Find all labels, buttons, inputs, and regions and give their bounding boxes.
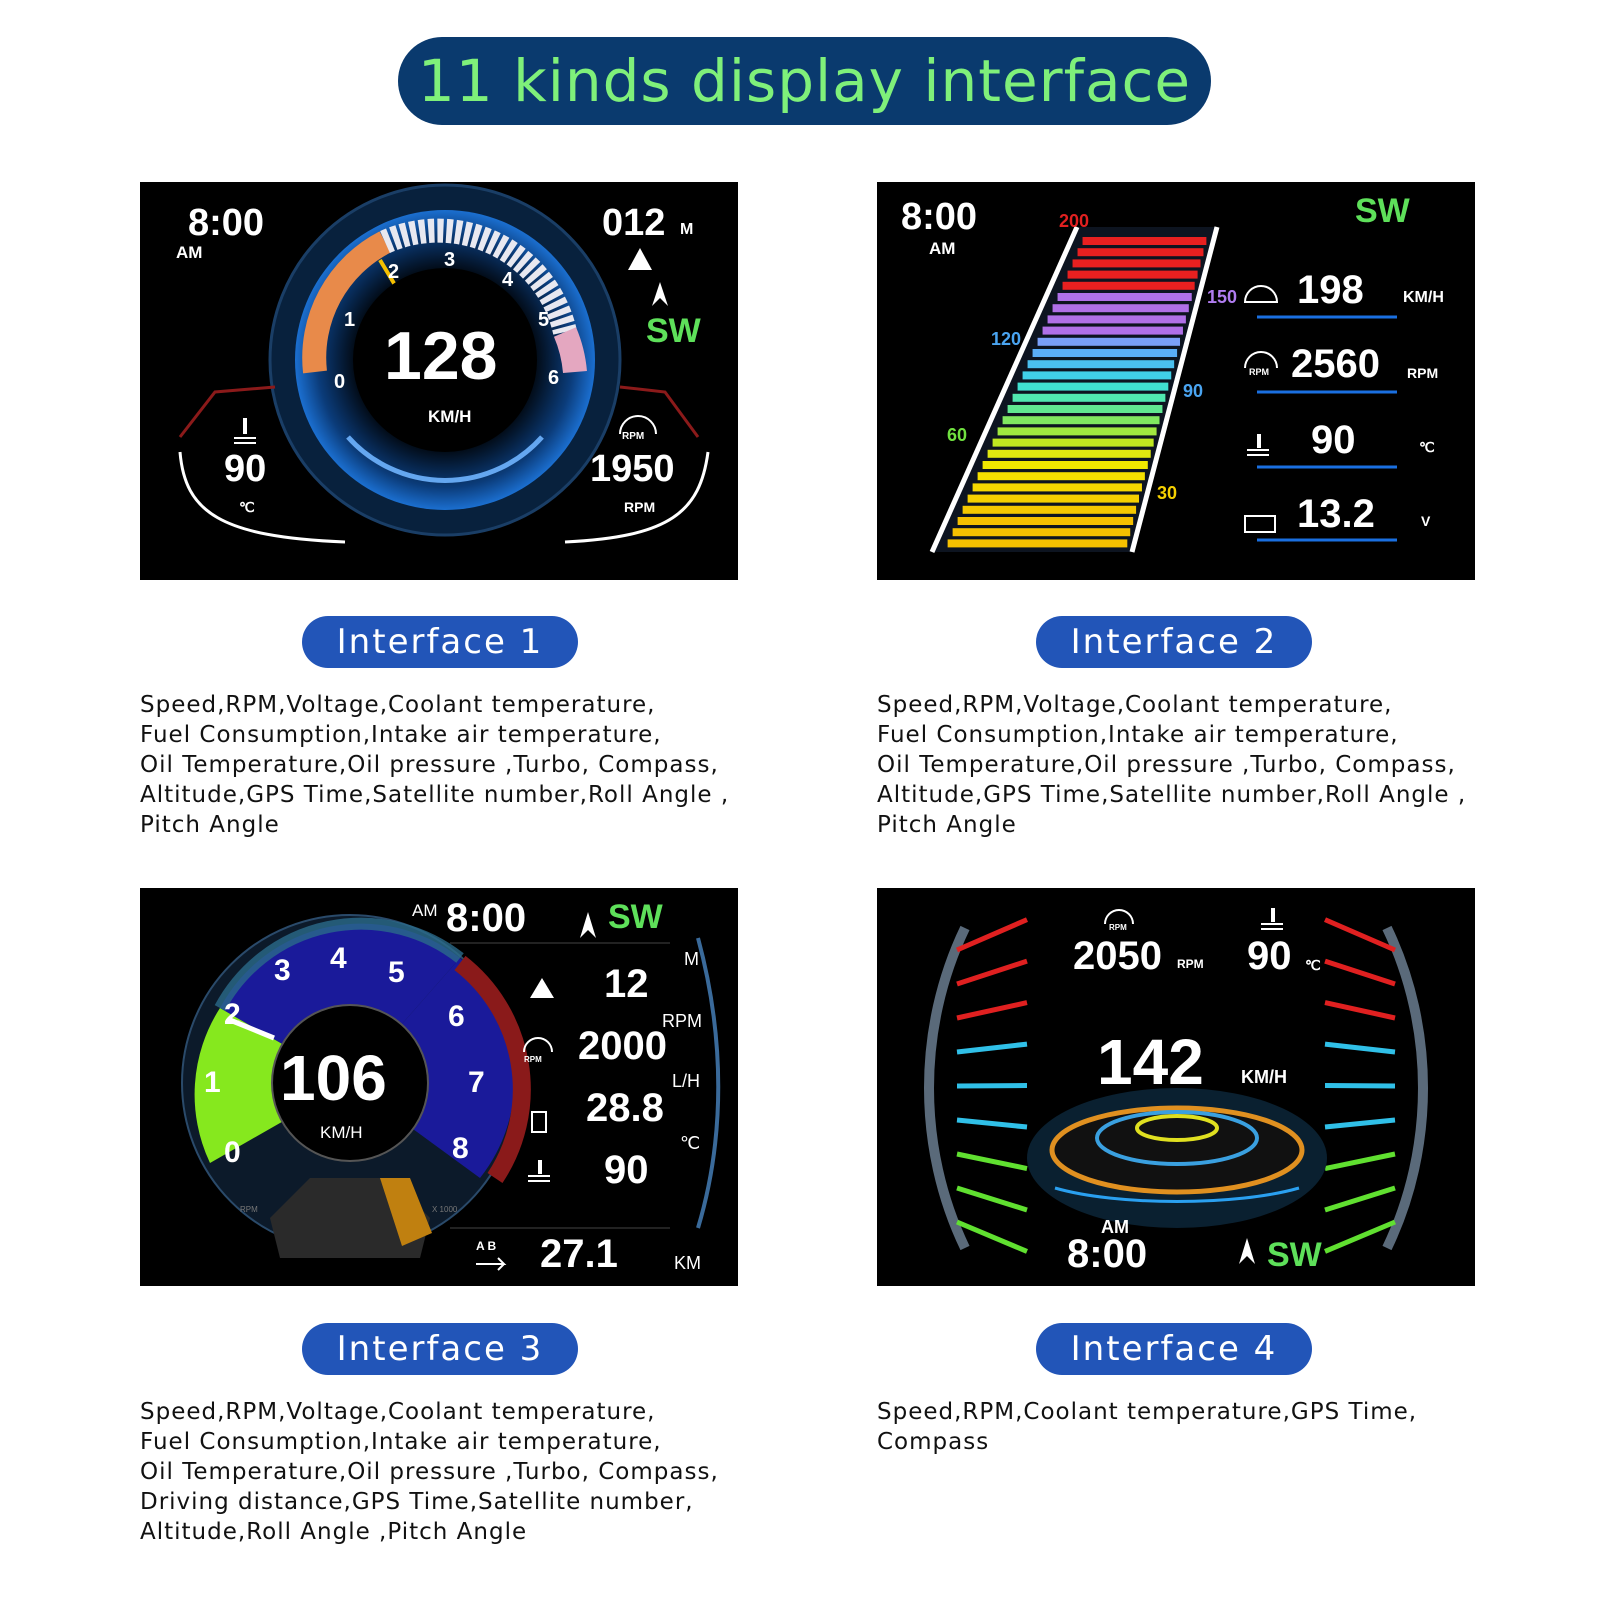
description-line: Altitude,Roll Angle ,Pitch Angle — [140, 1519, 528, 1545]
speed-ladder-bar — [1083, 237, 1207, 245]
interface-3-label — [302, 1323, 578, 1375]
dial-tick: 8 — [452, 1132, 469, 1165]
gauge-caption-left: RPM — [240, 1205, 258, 1214]
dial-tick: 6 — [448, 1000, 465, 1033]
clock-ampm: AM — [1101, 1217, 1129, 1237]
tachometer-icon — [524, 1038, 552, 1052]
dial-tick: 2 — [388, 261, 400, 283]
speed-ladder-bar — [1048, 315, 1186, 323]
speed-ladder-bar — [1068, 271, 1198, 279]
speed-unit: KM/H — [320, 1123, 363, 1142]
gauge-ray — [1325, 1044, 1395, 1052]
altitude-unit: M — [684, 949, 699, 969]
description-line: Oil Temperature,Oil pressure ,Turbo, Compass, — [140, 752, 719, 778]
interface-1-screen — [140, 182, 738, 580]
compass-arrow-icon — [652, 282, 668, 306]
description-line: Oil Temperature,Oil pressure ,Turbo, Compass, — [877, 752, 1456, 778]
clock-time: 8:00 — [901, 196, 978, 238]
gauge-ray — [1325, 961, 1395, 984]
dial-tick: 3 — [444, 249, 456, 271]
description-line: Altitude,GPS Time,Satellite number,Roll Angle , — [140, 782, 730, 808]
gauge-ray — [957, 1222, 1027, 1251]
dial-tick: 6 — [548, 367, 560, 389]
description-line: Altitude,GPS Time,Satellite number,Roll Angle , — [877, 782, 1467, 808]
interface-3-label-text: Interface 3 — [336, 1329, 544, 1369]
scale-label: 90 — [1183, 381, 1204, 401]
rpm-icon-label: RPM — [622, 431, 645, 442]
interface-4-description — [877, 1397, 1517, 1457]
gauge-ray — [957, 1120, 1027, 1127]
speed-ladder-bar — [1023, 371, 1172, 379]
altitude-unit: M — [680, 221, 694, 238]
speed-unit: KM/H — [428, 407, 472, 426]
dial-tick: 2 — [224, 998, 241, 1031]
speed-ladder-bar — [963, 506, 1136, 514]
dial-tick: 7 — [468, 1066, 485, 1099]
tachometer-icon — [1105, 910, 1133, 924]
rpm-value: 2050 — [1073, 934, 1162, 978]
rpm-unit: RPM — [1177, 957, 1204, 971]
interface-3-screen — [140, 888, 738, 1286]
coolant-value: 90 — [224, 448, 267, 490]
clock-ampm: AM — [176, 243, 203, 262]
interface-2-label-text: Interface 2 — [1070, 622, 1278, 662]
speedometer-icon — [1245, 286, 1277, 302]
description-line: Fuel Consumption,Intake air temperature, — [140, 722, 662, 748]
description-line: Speed,RPM,Voltage,Coolant temperature, — [140, 1399, 656, 1425]
description-line: Compass — [877, 1429, 990, 1455]
speed-unit: KM/H — [1403, 289, 1444, 306]
speed-value: 142 — [1097, 1026, 1204, 1098]
compass-heading: SW — [1267, 1236, 1322, 1274]
gauge-ray — [957, 1003, 1027, 1018]
compass-arrow-icon — [1239, 1238, 1255, 1264]
speed-ladder-bar — [973, 483, 1142, 491]
clock-ampm: AM — [412, 901, 438, 920]
dial-tick: 4 — [330, 942, 347, 975]
description-line: Speed,RPM,Voltage,Coolant temperature, — [140, 692, 656, 718]
gauge-ray — [957, 1188, 1027, 1210]
coolant-unit: ℃ — [1419, 439, 1435, 455]
gauge-ray — [957, 920, 1027, 950]
thermometer-icon — [234, 418, 256, 443]
rpm-unit: RPM — [624, 499, 656, 515]
description-line: Speed,RPM,Coolant temperature,GPS Time, — [877, 1399, 1418, 1425]
speed-ladder-bar — [968, 495, 1139, 503]
speed-value: 106 — [280, 1042, 387, 1114]
thermometer-icon — [1247, 434, 1269, 455]
scale-label: 120 — [991, 329, 1022, 349]
speed-ladder-bar — [1043, 327, 1183, 335]
gauge-ray — [957, 1044, 1027, 1052]
dial-tick: 5 — [538, 309, 550, 331]
interface-1-label-text: Interface 1 — [336, 622, 544, 662]
speed-ladder-bar — [1028, 360, 1175, 368]
coolant-unit: ℃ — [239, 499, 255, 515]
interface-2-graphics — [877, 182, 1475, 580]
speed-ladder-bar — [1038, 338, 1180, 346]
interface-2-label — [1036, 616, 1312, 668]
fuel-value: 28.8 — [586, 1086, 664, 1130]
speed-ladder-bar — [1078, 248, 1204, 256]
speed-ladder-bar — [1033, 349, 1178, 357]
distance-value: 27.1 — [540, 1232, 618, 1276]
gauge-ray — [1325, 1188, 1395, 1210]
page-title: 11 kinds display interface — [417, 47, 1192, 115]
altitude-value: 12 — [604, 962, 649, 1006]
interface-4-label — [1036, 1323, 1312, 1375]
clock-time: 8:00 — [1067, 1232, 1148, 1276]
mountain-icon — [530, 978, 554, 998]
thermometer-icon — [1261, 908, 1283, 929]
scale-label: 30 — [1157, 483, 1178, 503]
page-title-banner — [398, 37, 1211, 125]
rpm-unit: RPM — [662, 1011, 702, 1031]
gauge-ray — [957, 1154, 1027, 1169]
compass-heading: SW — [1355, 192, 1410, 230]
rpm-value: 2560 — [1291, 342, 1380, 386]
speed-ladder-bar — [948, 539, 1128, 547]
speed-ladder-bar — [978, 472, 1145, 480]
gauge-caption-right: X 1000 — [432, 1205, 458, 1214]
coolant-unit: ℃ — [680, 1133, 701, 1153]
description-line: Pitch Angle — [877, 812, 1017, 838]
tachometer-icon — [1245, 352, 1277, 368]
rpm-unit: RPM — [1407, 365, 1439, 381]
speed-ladder-bar — [953, 528, 1131, 536]
speed-value: 198 — [1297, 268, 1364, 312]
rpm-icon-label: RPM — [1249, 367, 1269, 377]
description-line: Oil Temperature,Oil pressure ,Turbo, Compass, — [140, 1459, 719, 1485]
compass-arrow-icon — [580, 912, 596, 938]
speed-unit: KM/H — [1241, 1067, 1287, 1087]
gauge-ray — [1325, 1222, 1395, 1251]
compass-heading: SW — [608, 898, 663, 936]
speed-ladder-bar — [1073, 259, 1201, 267]
coolant-value: 90 — [604, 1148, 649, 1192]
speed-ladder-bar — [1008, 405, 1163, 413]
interface-1-label — [302, 616, 578, 668]
interface-4-screen — [877, 888, 1475, 1286]
coolant-value: 90 — [1311, 418, 1356, 462]
mountain-icon — [628, 248, 652, 270]
interface-3-description — [140, 1397, 780, 1547]
clock-time: 8:00 — [188, 202, 265, 244]
fuel-pump-icon — [532, 1112, 546, 1132]
trip-label: A B — [476, 1239, 497, 1253]
clock-time: 8:00 — [446, 896, 527, 940]
scale-label: 200 — [1059, 211, 1090, 231]
dial-tick: 0 — [224, 1136, 241, 1169]
voltage-unit: V — [1421, 513, 1431, 529]
gauge-ray — [1325, 1003, 1395, 1018]
rpm-value: 2000 — [578, 1024, 667, 1068]
dial-tick: 1 — [344, 309, 356, 331]
speed-ladder-bar — [1053, 304, 1189, 312]
gauge-ray — [1325, 1154, 1395, 1169]
altitude-value: 012 — [602, 202, 666, 244]
distance-unit: KM — [674, 1253, 701, 1273]
battery-icon — [1245, 516, 1275, 532]
coolant-unit: ℃ — [1305, 957, 1321, 973]
rpm-icon-label: RPM — [1109, 923, 1127, 932]
compass-heading: SW — [646, 312, 701, 350]
speed-ladder-bar — [983, 461, 1148, 469]
description-line: Speed,RPM,Voltage,Coolant temperature, — [877, 692, 1393, 718]
dial-tick: 3 — [274, 954, 291, 987]
speed-ladder-bar — [998, 427, 1157, 435]
scale-label: 60 — [947, 425, 968, 445]
speed-value: 128 — [384, 318, 498, 394]
rpm-value: 1950 — [590, 448, 675, 490]
speed-ladder-bar — [958, 517, 1134, 525]
clock-ampm: AM — [929, 239, 956, 258]
speed-ladder-bar — [1003, 416, 1160, 424]
thermometer-icon — [528, 1160, 550, 1181]
scale-label: 150 — [1207, 287, 1238, 307]
gauge-ray — [957, 961, 1027, 984]
interface-4-label-text: Interface 4 — [1070, 1329, 1278, 1369]
description-line: Fuel Consumption,Intake air temperature, — [877, 722, 1399, 748]
interface-1-description — [140, 690, 780, 840]
dial-tick: 1 — [204, 1066, 221, 1099]
description-line: Pitch Angle — [140, 812, 280, 838]
gauge-ray — [1325, 1120, 1395, 1127]
coolant-value: 90 — [1247, 934, 1292, 978]
description-line: Driving distance,GPS Time,Satellite number, — [140, 1489, 694, 1515]
description-line: Fuel Consumption,Intake air temperature, — [140, 1429, 662, 1455]
dial-tick: 5 — [388, 956, 405, 989]
speed-ladder-bar — [1013, 394, 1166, 402]
gauge-ray — [1325, 920, 1395, 950]
dial-tick: 0 — [334, 371, 346, 393]
rpm-icon-label: RPM — [524, 1055, 542, 1064]
speed-ladder-bar — [988, 450, 1151, 458]
speed-ladder-bar — [1063, 282, 1195, 290]
dial-tick: 4 — [502, 269, 514, 291]
fuel-unit: L/H — [672, 1071, 701, 1091]
speed-ladder-bar — [1058, 293, 1192, 301]
speed-ladder-bar — [1018, 383, 1169, 391]
interface-2-screen — [877, 182, 1475, 580]
speed-ladder-bar — [993, 439, 1154, 447]
trip-arrow-icon — [476, 1258, 504, 1270]
voltage-value: 13.2 — [1297, 492, 1375, 536]
interface-2-description — [877, 690, 1517, 840]
